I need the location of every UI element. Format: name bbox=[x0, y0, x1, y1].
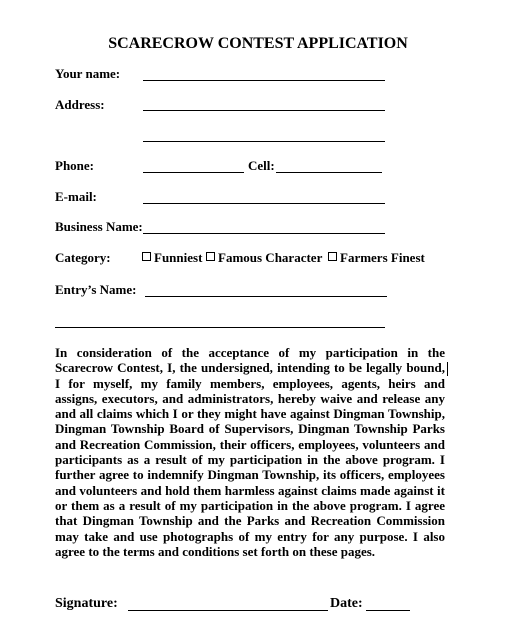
phone-field[interactable] bbox=[143, 172, 244, 173]
date-label: Date: bbox=[330, 596, 363, 611]
category-option-farmers-finest[interactable]: Farmers Finest bbox=[328, 250, 425, 266]
business-name-field[interactable] bbox=[143, 233, 385, 234]
email-label: E-mail: bbox=[55, 189, 97, 204]
waiver-paragraph: In consideration of the acceptance of my participation in the Scarecrow Contest, I, the undersigned, intending to be legally bound, I for myself, my family members, employees, agents, heirs and assigns, executors, and administrators, hereby waive and release any and all claims which I or they might have against Dingman Township, Dingman Township Board of Supervisors, Dingman Township Parks and Recreation Commission, their officers, employees, volunteers and participants as a result of my participation in the above program. I further agree to indemnify Dingman Township, its officers, employees and volunteers and hold them harmless against claims made against it or them as a result of my participation in the above program. I agree that Dingman Township and the Parks and Recreation Commission may take and use photographs of my entry for any purpose. I also agree to the terms and conditions set forth on these pages. bbox=[55, 345, 445, 559]
address-field-line-2[interactable] bbox=[143, 141, 385, 142]
name-field[interactable] bbox=[143, 80, 385, 81]
checkbox-icon bbox=[328, 252, 337, 261]
entry-name-field[interactable] bbox=[145, 296, 387, 297]
text-cursor bbox=[447, 362, 448, 376]
phone-label: Phone: bbox=[55, 158, 94, 173]
checkbox-icon bbox=[206, 252, 215, 261]
date-field[interactable] bbox=[366, 610, 410, 611]
entry-name-label: Entry’s Name: bbox=[55, 282, 137, 297]
category-label: Category: bbox=[55, 250, 111, 265]
business-name-label: Business Name: bbox=[55, 219, 143, 234]
category-option-funniest[interactable]: Funniest bbox=[142, 250, 202, 266]
name-label: Your name: bbox=[55, 66, 121, 81]
category-option-famous-character[interactable]: Famous Character bbox=[206, 250, 322, 266]
checkbox-icon bbox=[142, 252, 151, 261]
cell-label: Cell: bbox=[248, 158, 275, 173]
address-label: Address: bbox=[55, 97, 105, 112]
form-title: SCARECROW CONTEST APPLICATION bbox=[108, 35, 408, 52]
email-field[interactable] bbox=[143, 203, 385, 204]
signature-field[interactable] bbox=[128, 610, 328, 611]
entry-name-field-line-2[interactable] bbox=[55, 327, 385, 328]
cell-field[interactable] bbox=[276, 172, 382, 173]
signature-label: Signature: bbox=[55, 596, 118, 611]
address-field-line-1[interactable] bbox=[143, 110, 385, 111]
